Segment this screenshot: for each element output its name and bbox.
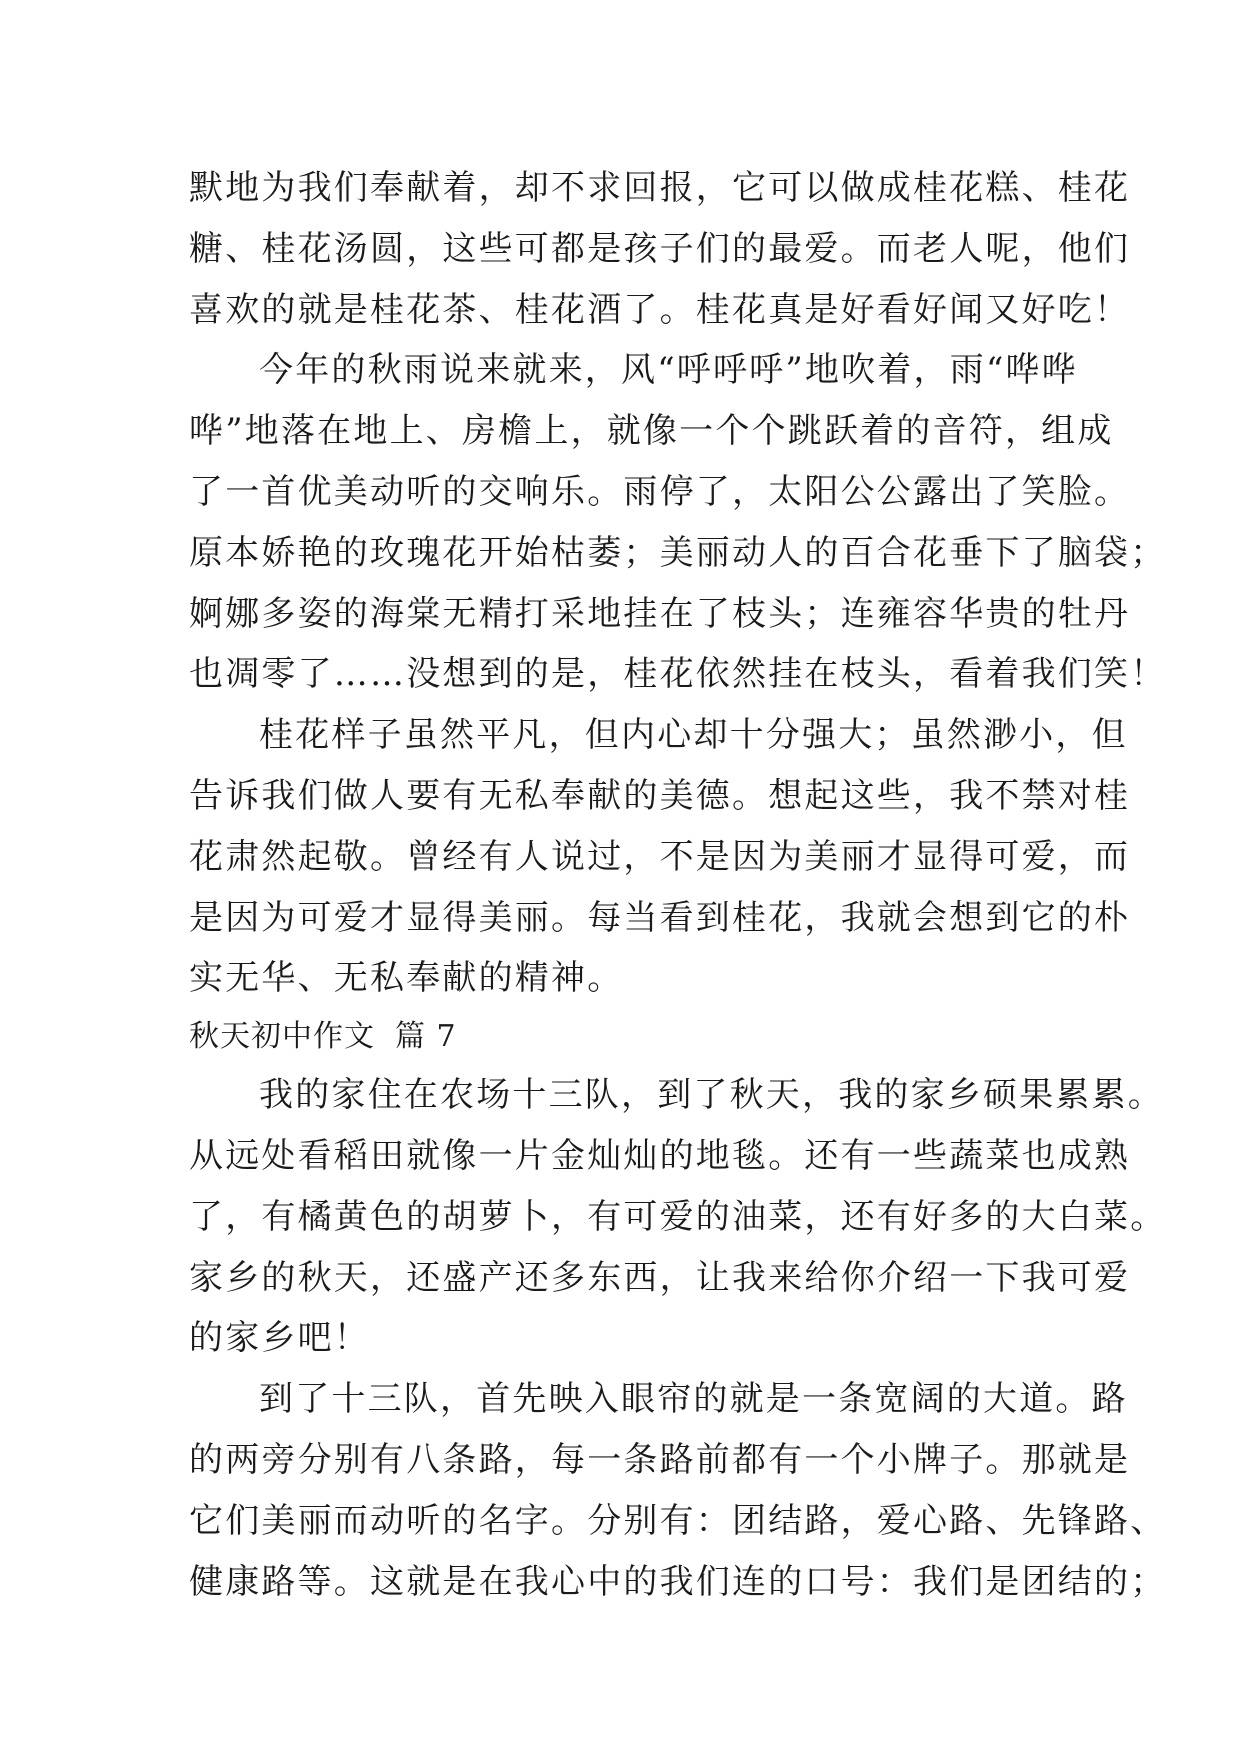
heading-number: 篇 7 [395, 1019, 457, 1055]
text-line: 是因为可爱才显得美丽。每当看到桂花，我就会想到它的朴 [189, 897, 1131, 938]
text-line: 从远处看稻田就像一片金灿灿的地毯。还有一些蔬菜也成熟 [189, 1135, 1131, 1176]
text-line: 的两旁分别有八条路，每一条路前都有一个小牌子。那就是 [189, 1439, 1131, 1480]
text-line: 的家乡吧！ [189, 1318, 370, 1359]
paragraph-start-line: 今年的秋雨说来就来，风“呼呼呼”地吹着，雨“哗哗 [259, 350, 1078, 391]
text-line: 也凋零了……没想到的是，桂花依然挂在枝头，看着我们笑！ [189, 654, 1167, 695]
heading-title: 秋天初中作文 [189, 1019, 375, 1055]
text-line: 实无华、无私奉献的精神。 [189, 958, 624, 999]
text-line: 花肃然起敬。曾经有人说过，不是因为美丽才显得可爱，而 [189, 836, 1131, 877]
text-line: 了，有橘黄色的胡萝卜，有可爱的油菜，还有好多的大白菜。 [189, 1196, 1167, 1237]
essay-text [189, 158, 1167, 1612]
text-line: 它们美丽而动听的名字。分别有：团结路，爱心路、先锋路、 [189, 1500, 1167, 1541]
text-line: 婀娜多姿的海棠无精打采地挂在了枝头；连雍容华贵的牡丹 [189, 593, 1131, 634]
section-heading [189, 1009, 1069, 1065]
text-line: 哗”地落在地上、房檐上，就像一个个跳跃着的音符，组成 [189, 411, 1114, 452]
text-line: 默地为我们奉献着，却不求回报，它可以做成桂花糕、桂花 [189, 168, 1131, 208]
text-line: 了一首优美动听的交响乐。雨停了，太阳公公露出了笑脸。 [189, 471, 1131, 512]
text-line: 喜欢的就是桂花茶、桂花酒了。桂花真是好看好闻又好吃！ [189, 289, 1131, 330]
text-line: 健康路等。这就是在我心中的我们连的口号：我们是团结的； [189, 1561, 1167, 1602]
text-line: 家乡的秋天，还盛产还多东西，让我来给你介绍一下我可爱 [189, 1257, 1131, 1298]
paragraph-start-line: 桂花样子虽然平凡，但内心却十分强大；虽然渺小，但 [259, 715, 1128, 756]
paragraph-start-line: 我的家住在农场十三队，到了秋天，我的家乡硕果累累。 [259, 1075, 1164, 1116]
text-line: 原本娇艳的玫瑰花开始枯萎；美丽动人的百合花垂下了脑袋； [189, 532, 1167, 573]
text-line: 糖、桂花汤圆，这些可都是孩子们的最爱。而老人呢，他们 [189, 228, 1131, 269]
text-line: 告诉我们做人要有无私奉献的美德。想起这些，我不禁对桂 [189, 775, 1131, 816]
paragraph-start-line: 到了十三队，首先映入眼帘的就是一条宽阔的大道。路 [259, 1379, 1128, 1420]
